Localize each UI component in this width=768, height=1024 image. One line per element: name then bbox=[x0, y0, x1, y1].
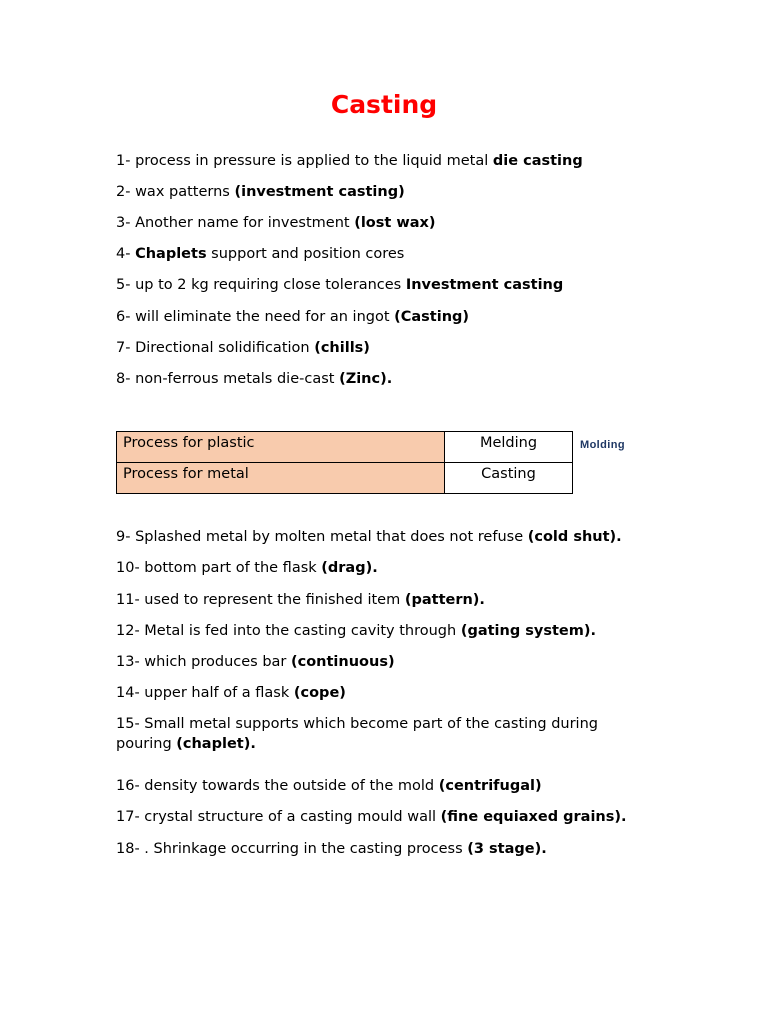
answer: (cold shut). bbox=[527, 529, 622, 545]
question-item-6: 6- will eliminate the need for an ingot (Casting) bbox=[116, 309, 470, 325]
table-cell-label: Process for metal bbox=[117, 463, 445, 494]
answer: (3 stage). bbox=[467, 841, 547, 857]
answer: (Zinc). bbox=[339, 371, 393, 387]
question-item-8: 8- non-ferrous metals die-cast (Zinc). bbox=[116, 371, 393, 387]
answer: (Casting) bbox=[394, 309, 470, 325]
table-cell-value: Melding bbox=[445, 432, 573, 463]
question-item-14: 14- upper half of a flask (cope) bbox=[116, 685, 346, 701]
question-item-9: 9- Splashed metal by molten metal that does not refuse (cold shut). bbox=[116, 529, 622, 545]
answer: (continuous) bbox=[290, 654, 395, 670]
answer: (lost wax) bbox=[354, 215, 436, 231]
question-item-5: 5- up to 2 kg requiring close tolerances Investment casting bbox=[116, 277, 564, 293]
answer: (pattern). bbox=[404, 592, 485, 608]
answer: (drag). bbox=[321, 560, 378, 576]
answer: (fine equiaxed grains). bbox=[440, 809, 627, 825]
question-item-13: 13- which produces bar (continuous) bbox=[116, 654, 395, 670]
question-item-2: 2- wax patterns (investment casting) bbox=[116, 184, 405, 200]
process-table bbox=[116, 431, 573, 494]
table-row bbox=[117, 432, 573, 463]
question-item-18: 18- . Shrinkage occurring in the casting process (3 stage). bbox=[116, 841, 547, 857]
page-title: Casting bbox=[330, 90, 438, 119]
question-item-3: 3- Another name for investment (lost wax) bbox=[116, 215, 436, 231]
answer: (chaplet). bbox=[176, 736, 256, 752]
table-row bbox=[117, 463, 573, 494]
question-item-7: 7- Directional solidification (chills) bbox=[116, 340, 370, 356]
answer: die casting bbox=[492, 153, 583, 169]
answer: (centrifugal) bbox=[438, 778, 542, 794]
correction-note: Molding bbox=[580, 439, 625, 451]
question-item-16: 16- density towards the outside of the mold (centrifugal) bbox=[116, 778, 542, 794]
table-cell-value: Casting bbox=[445, 463, 573, 494]
table-cell-label: Process for plastic bbox=[117, 432, 445, 463]
question-item-12: 12- Metal is fed into the casting cavity through (gating system). bbox=[116, 623, 596, 639]
question-item-10: 10- bottom part of the flask (drag). bbox=[116, 560, 378, 576]
question-item-1: 1- process in pressure is applied to the liquid metal die casting bbox=[116, 153, 583, 169]
question-item-15: 15- Small metal supports which become part of the casting during pouring (chaplet). bbox=[116, 716, 598, 752]
question-item-17: 17- crystal structure of a casting mould wall (fine equiaxed grains). bbox=[116, 809, 627, 825]
answer: (chills) bbox=[314, 340, 370, 356]
question-item-4: 4- Chaplets support and position cores bbox=[116, 246, 405, 262]
answer: (cope) bbox=[293, 685, 346, 701]
answer: (investment casting) bbox=[234, 184, 405, 200]
answer: Chaplets bbox=[135, 246, 207, 262]
answer: (gating system). bbox=[460, 623, 596, 639]
question-item-11: 11- used to represent the finished item (pattern). bbox=[116, 592, 485, 608]
answer: Investment casting bbox=[405, 277, 564, 293]
